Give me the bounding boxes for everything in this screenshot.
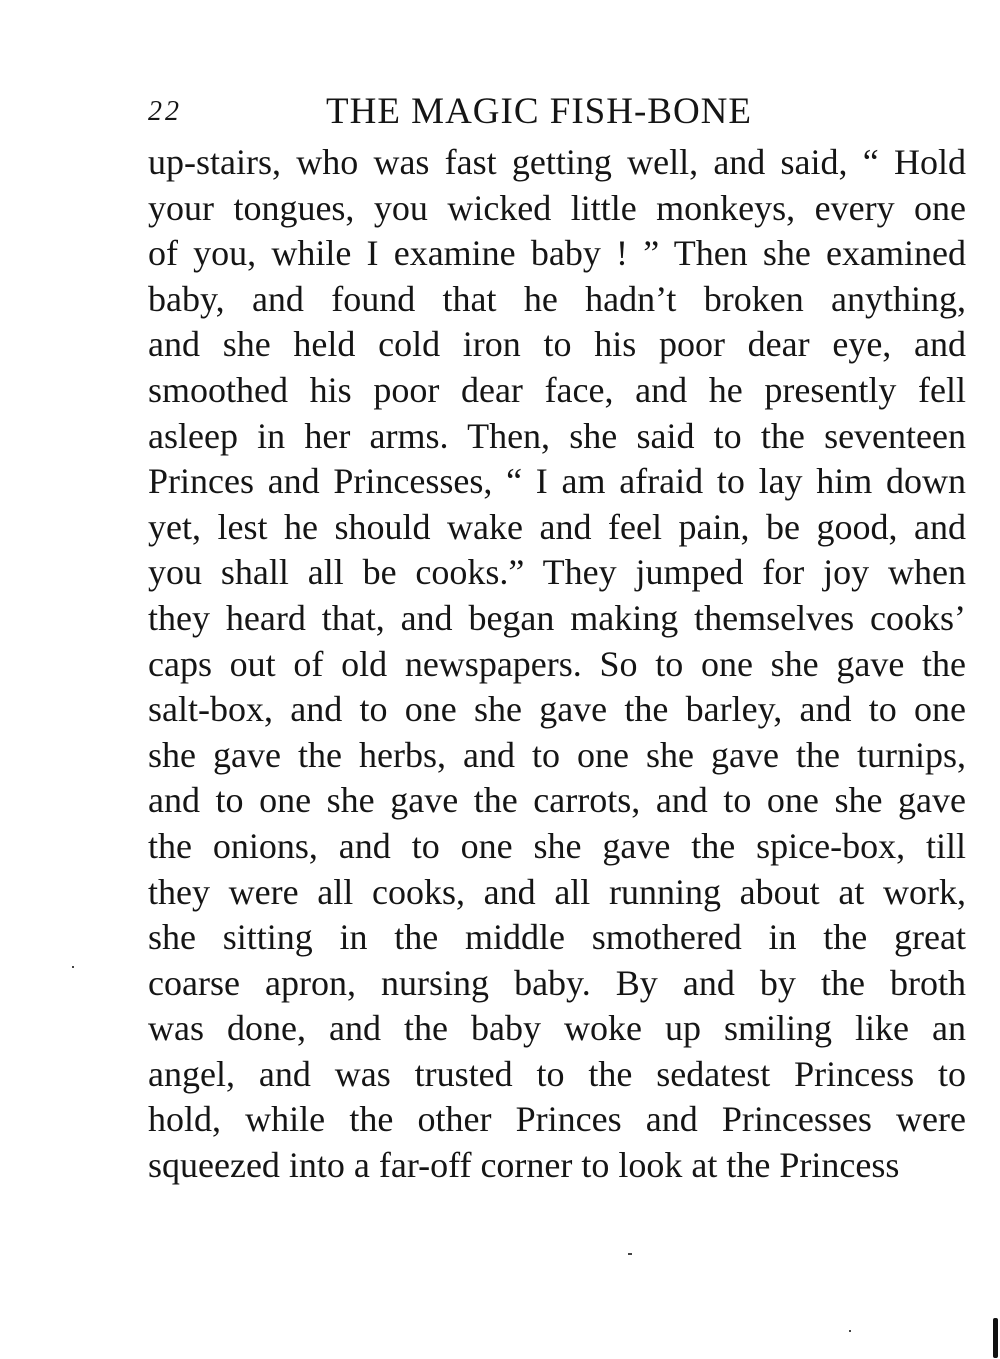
text-line: was done, and the baby woke up smiling like an xyxy=(148,1008,966,1049)
text-line: smoothed his poor dear face, and he presently fell xyxy=(148,369,966,410)
text-line: you shall all be cooks.” They jumped for joy when xyxy=(148,552,966,593)
text-line: squeezed into a far-off corner to look at the Princess xyxy=(148,1145,900,1186)
text-line: and to one she gave the carrots, and to one she gave xyxy=(148,780,966,821)
scan-speck xyxy=(628,1253,632,1255)
running-head xyxy=(148,90,968,138)
text-line: angel, and was trusted to the sedatest Princess to xyxy=(148,1053,966,1094)
text-line: up-stairs, who was fast getting well, and said, “ Hold xyxy=(148,142,966,182)
text-line: salt-box, and to one she gave the barley, and to one xyxy=(148,689,966,730)
text-line: your tongues, you wicked little monkeys, every one xyxy=(148,187,966,228)
running-title: THE MAGIC FISH-BONE xyxy=(326,91,752,132)
page-number: 22 xyxy=(148,96,182,127)
scan-speck xyxy=(849,1330,851,1332)
scan-edge-mark xyxy=(993,1318,998,1358)
scan-speck xyxy=(72,966,74,968)
text-line: baby, and found that he hadn’t broken anything, xyxy=(148,278,966,319)
text-line: she gave the herbs, and to one she gave the turnips, xyxy=(148,734,966,775)
body-text xyxy=(148,140,966,1189)
text-line: hold, while the other Princes and Princesses were xyxy=(148,1099,966,1140)
text-line: of you, while I examine baby ! ” Then she examined xyxy=(148,233,966,274)
text-line: she sitting in the middle smothered in the great xyxy=(148,917,966,958)
text-line: and she held cold iron to his poor dear eye, and xyxy=(148,324,966,365)
text-line: they were all cooks, and all running about at work, xyxy=(148,871,966,912)
text-line: caps out of old newspapers. So to one she gave the xyxy=(148,643,966,684)
text-line: coarse apron, nursing baby. By and by the broth xyxy=(148,962,966,1003)
text-line: asleep in her arms. Then, she said to the seventeen xyxy=(148,415,966,456)
text-line: the onions, and to one she gave the spice-box, till xyxy=(148,825,966,866)
text-line: Princes and Princesses, “ I am afraid to lay him down xyxy=(148,461,966,502)
text-line: they heard that, and began making themselves cooks’ xyxy=(148,597,966,638)
text-line: yet, lest he should wake and feel pain, be good, and xyxy=(148,506,966,547)
